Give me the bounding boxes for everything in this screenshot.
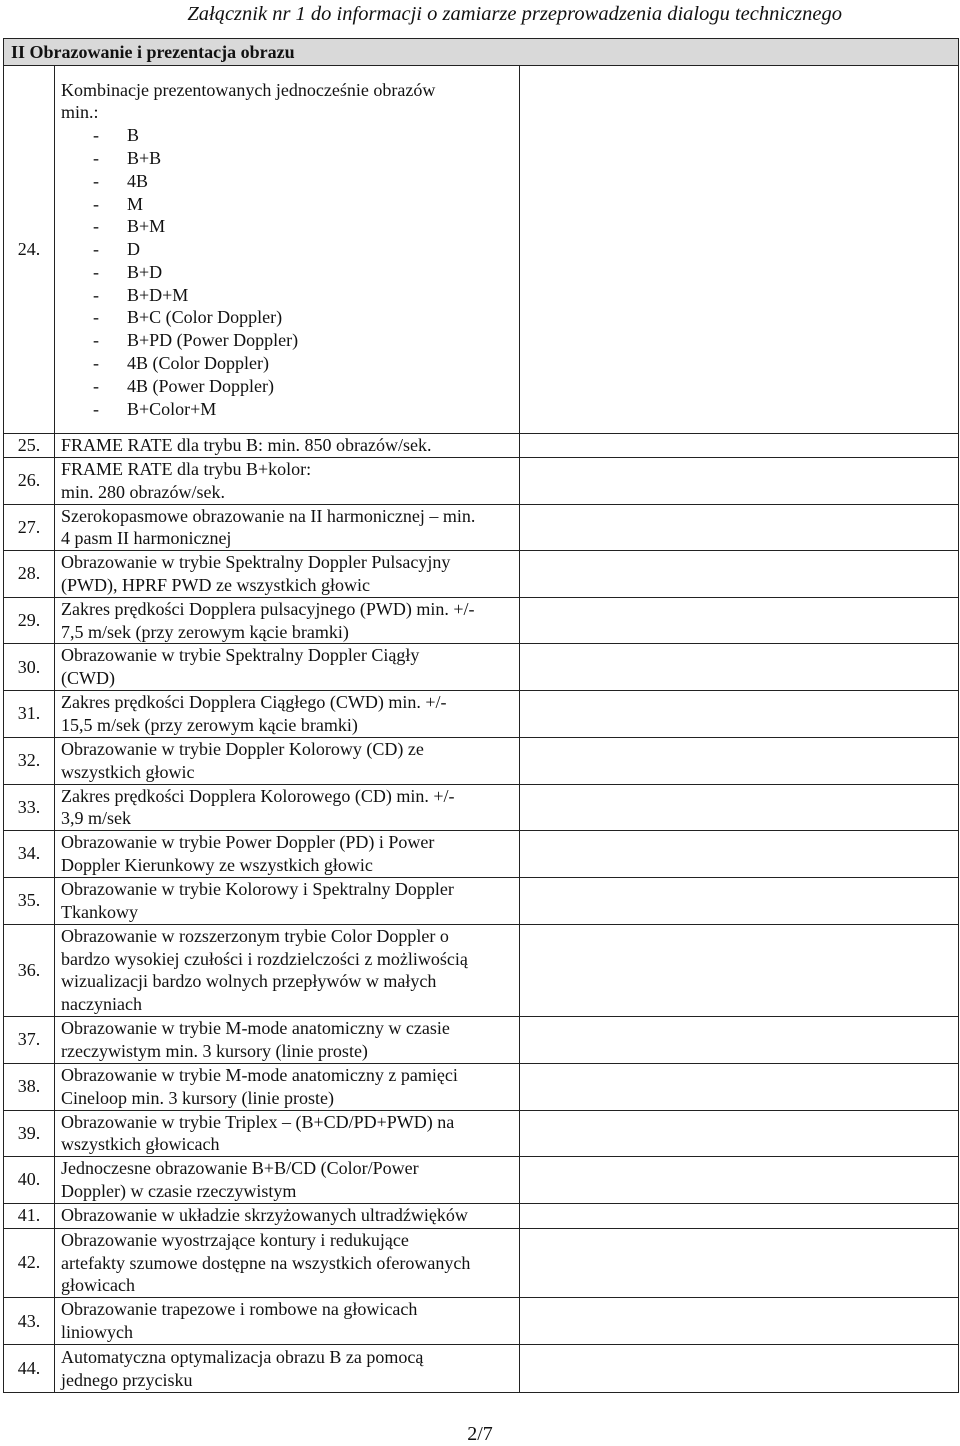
description-line: głowicach — [61, 1275, 135, 1296]
description-line: (PWD), HPRF PWD ze wszystkich głowic — [61, 574, 370, 595]
list-item — [61, 375, 517, 398]
description-line: min.: — [61, 102, 99, 123]
list-item-text: 4B — [127, 170, 149, 191]
row-offered-value[interactable] — [520, 551, 959, 598]
description-line: Obrazowanie w układzie skrzyżowanych ultradźwięków — [61, 1205, 468, 1226]
list-item-text: B+D+M — [127, 284, 189, 305]
row-description — [55, 784, 520, 831]
description-line: wszystkich głowic — [61, 761, 195, 782]
row-description — [55, 434, 520, 458]
list-bullet-dash: - — [93, 307, 99, 328]
row-offered-value[interactable] — [520, 1298, 959, 1345]
description-line: (CWD) — [61, 668, 115, 689]
row-description — [55, 597, 520, 644]
description-line: Obrazowanie w trybie Power Doppler (PD) i Power — [61, 832, 435, 853]
description-line: FRAME RATE dla trybu B: min. 850 obrazów/sek. — [61, 435, 432, 456]
row-description — [55, 1345, 520, 1393]
list-item — [61, 193, 517, 216]
list-item-text: B+D — [127, 261, 163, 282]
table-row — [4, 458, 959, 505]
row-number: 29. — [4, 597, 55, 644]
list-bullet-dash: - — [93, 284, 99, 305]
list-bullet-dash: - — [93, 170, 99, 191]
list-bullet-dash: - — [93, 239, 99, 260]
description-line: FRAME RATE dla trybu B+kolor: — [61, 459, 312, 479]
description-line: liniowych — [61, 1322, 133, 1343]
table-row — [4, 877, 959, 924]
list-item — [61, 170, 517, 193]
description-line: naczyniach — [61, 994, 142, 1015]
row-number: 38. — [4, 1063, 55, 1110]
list-bullet-dash: - — [93, 147, 99, 168]
row-offered-value[interactable] — [520, 1016, 959, 1063]
row-offered-value[interactable] — [520, 831, 959, 878]
row-number: 30. — [4, 644, 55, 691]
list-bullet-dash: - — [93, 193, 99, 214]
list-bullet-dash: - — [93, 261, 99, 282]
list-item — [61, 306, 517, 329]
table-row — [4, 1203, 959, 1228]
list-item — [61, 352, 517, 375]
list-bullet-dash: - — [93, 375, 99, 396]
description-line: Jednoczesne obrazowanie B+B/CD (Color/Power — [61, 1158, 419, 1179]
table-row — [4, 1110, 959, 1157]
description-line: Doppler Kierunkowy ze wszystkich głowic — [61, 854, 373, 875]
table-row — [4, 924, 959, 1016]
list-item-text: D — [127, 239, 140, 260]
description-line: Zakres prędkości Dopplera Ciągłego (CWD) min. +/- — [61, 691, 447, 712]
row-description — [55, 644, 520, 691]
row-offered-value[interactable] — [520, 458, 959, 505]
row-offered-value[interactable] — [520, 1110, 959, 1157]
list-item — [61, 398, 517, 421]
description-line: Zakres prędkości Dopplera pulsacyjnego (PWD) min. +/- — [61, 598, 475, 619]
row-number: 32. — [4, 737, 55, 784]
row-number: 36. — [4, 924, 55, 1016]
row-offered-value[interactable] — [520, 1345, 959, 1393]
description-line: min. 280 obrazów/sek. — [61, 481, 225, 502]
list-bullet-dash: - — [93, 125, 99, 146]
row-number: 25. — [4, 434, 55, 458]
list-item-text: 4B (Color Doppler) — [127, 353, 269, 374]
table-row — [4, 597, 959, 644]
list-item-text: B+C (Color Doppler) — [127, 307, 283, 328]
list-bullet-dash: - — [93, 216, 99, 237]
table-row — [4, 1157, 959, 1204]
row-offered-value[interactable] — [520, 737, 959, 784]
row-description — [55, 66, 520, 434]
list-item-text: B+Color+M — [127, 398, 217, 419]
specification-table — [3, 38, 959, 1393]
row-description — [55, 504, 520, 551]
table-row — [4, 1345, 959, 1393]
row-offered-value[interactable] — [520, 924, 959, 1016]
description-line: Obrazowanie w trybie Doppler Kolorowy (CD) ze — [61, 738, 424, 759]
list-bullet-dash: - — [93, 330, 99, 351]
row-description — [55, 1016, 520, 1063]
row-offered-value[interactable] — [520, 66, 959, 434]
row-description — [55, 458, 520, 505]
row-description — [55, 1203, 520, 1228]
row-number: 43. — [4, 1298, 55, 1345]
description-line: Obrazowanie w trybie Spektralny Doppler Pulsacyjny — [61, 552, 451, 573]
row-description — [55, 737, 520, 784]
table-row — [4, 1228, 959, 1297]
description-line: 3,9 m/sek — [61, 808, 131, 829]
section-title: II Obrazowanie i prezentacja obrazu — [4, 39, 959, 66]
description-line: Obrazowanie w trybie Triplex – (B+CD/PD+PWD) na — [61, 1111, 455, 1132]
row-description — [55, 1157, 520, 1204]
table-row — [4, 737, 959, 784]
list-item-text: B+PD (Power Doppler) — [127, 330, 299, 351]
row-offered-value[interactable] — [520, 504, 959, 551]
specification-table-body — [4, 39, 959, 1393]
description-line: artefakty szumowe dostępne na wszystkich oferowanych — [61, 1252, 471, 1273]
row-number: 28. — [4, 551, 55, 598]
row-number: 31. — [4, 690, 55, 737]
description-line: jednego przycisku — [61, 1369, 193, 1390]
row-offered-value[interactable] — [520, 597, 959, 644]
row-description — [55, 1063, 520, 1110]
list-item — [61, 147, 517, 170]
row-description — [55, 924, 520, 1016]
list-item — [61, 284, 517, 307]
row-number: 35. — [4, 877, 55, 924]
row-offered-value[interactable] — [520, 1203, 959, 1228]
description-line: Obrazowanie w trybie Kolorowy i Spektralny Doppler — [61, 878, 454, 899]
row-offered-value[interactable] — [520, 1063, 959, 1110]
row-number: 33. — [4, 784, 55, 831]
row-offered-value[interactable] — [520, 877, 959, 924]
row-description — [55, 690, 520, 737]
table-row — [4, 1016, 959, 1063]
row-offered-value[interactable] — [520, 434, 959, 458]
list-bullet-dash: - — [93, 353, 99, 374]
table-row — [4, 784, 959, 831]
description-line: Obrazowanie w rozszerzonym trybie Color Doppler o — [61, 925, 449, 946]
row-description — [55, 1228, 520, 1297]
description-line: Obrazowanie w trybie Spektralny Doppler Ciągły — [61, 645, 420, 666]
row-description — [55, 877, 520, 924]
row-number: 39. — [4, 1110, 55, 1157]
document-header-title: Załącznik nr 1 do informacji o zamiarze przeprowadzenia dialogu technicznego — [187, 3, 842, 25]
row-number: 34. — [4, 831, 55, 878]
description-line: Kombinacje prezentowanych jednocześnie obrazów — [61, 79, 436, 100]
list-item — [61, 238, 517, 261]
list-item-text: B+M — [127, 216, 166, 237]
table-row — [4, 831, 959, 878]
row-number: 41. — [4, 1203, 55, 1228]
description-line: 15,5 m/sek (przy zerowym kącie bramki) — [61, 714, 358, 735]
section-header-row — [4, 39, 959, 66]
row-number: 26. — [4, 458, 55, 505]
list-item — [61, 124, 517, 147]
row-description — [55, 1110, 520, 1157]
row-description — [55, 1298, 520, 1345]
description-line: 7,5 m/sek (przy zerowym kącie bramki) — [61, 621, 349, 642]
row-number: 27. — [4, 504, 55, 551]
row-offered-value[interactable] — [520, 1228, 959, 1297]
description-line: wizualizacji bardzo wolnych przepływów w małych — [61, 971, 437, 992]
table-row — [4, 434, 959, 458]
table-row — [4, 1063, 959, 1110]
row-offered-value[interactable] — [520, 784, 959, 831]
description-line: Doppler) w czasie rzeczywistym — [61, 1180, 297, 1201]
list-item-text: B — [127, 125, 140, 146]
list-item — [61, 329, 517, 352]
description-line: 4 pasm II harmonicznej — [61, 528, 232, 549]
description-line: Obrazowanie w trybie M-mode anatomiczny w czasie — [61, 1018, 450, 1039]
row-offered-value[interactable] — [520, 690, 959, 737]
description-line: bardzo wysokiej czułości i rozdzielczości z możliwością — [61, 948, 468, 969]
description-line: Obrazowanie wyostrzające kontury i redukujące — [61, 1229, 409, 1250]
list-bullet-dash: - — [93, 398, 99, 419]
list-item — [61, 261, 517, 284]
row-number: 40. — [4, 1157, 55, 1204]
table-row — [4, 551, 959, 598]
list-item-text: M — [127, 193, 144, 214]
description-line: rzeczywistym min. 3 kursory (linie proste) — [61, 1040, 368, 1061]
description-line: Szerokopasmowe obrazowanie na II harmonicznej – min. — [61, 505, 476, 526]
description-line: wszystkich głowicach — [61, 1134, 220, 1155]
page-number: 2/7 — [467, 1423, 493, 1445]
list-item-text: 4B (Power Doppler) — [127, 375, 274, 396]
description-line: Cineloop min. 3 kursory (linie proste) — [61, 1087, 334, 1108]
list-item-text: B+B — [127, 147, 162, 168]
row-description — [55, 551, 520, 598]
description-line: Automatyczna optymalizacja obrazu B za pomocą — [61, 1346, 424, 1367]
row-offered-value[interactable] — [520, 1157, 959, 1204]
table-row — [4, 1298, 959, 1345]
row-offered-value[interactable] — [520, 644, 959, 691]
description-line: Zakres prędkości Dopplera Kolorowego (CD) min. +/- — [61, 785, 455, 806]
row-number: 24. — [4, 66, 55, 434]
table-row — [4, 504, 959, 551]
row-number: 37. — [4, 1016, 55, 1063]
list-item — [61, 215, 517, 238]
description-line: Tkankowy — [61, 901, 138, 922]
row-number: 42. — [4, 1228, 55, 1297]
description-line: Obrazowanie trapezowe i rombowe na głowicach — [61, 1299, 418, 1320]
table-row — [4, 644, 959, 691]
table-row — [4, 690, 959, 737]
table-row — [4, 66, 959, 434]
description-line: Obrazowanie w trybie M-mode anatomiczny z pamięci — [61, 1064, 458, 1085]
row-number: 44. — [4, 1345, 55, 1393]
row-description — [55, 831, 520, 878]
